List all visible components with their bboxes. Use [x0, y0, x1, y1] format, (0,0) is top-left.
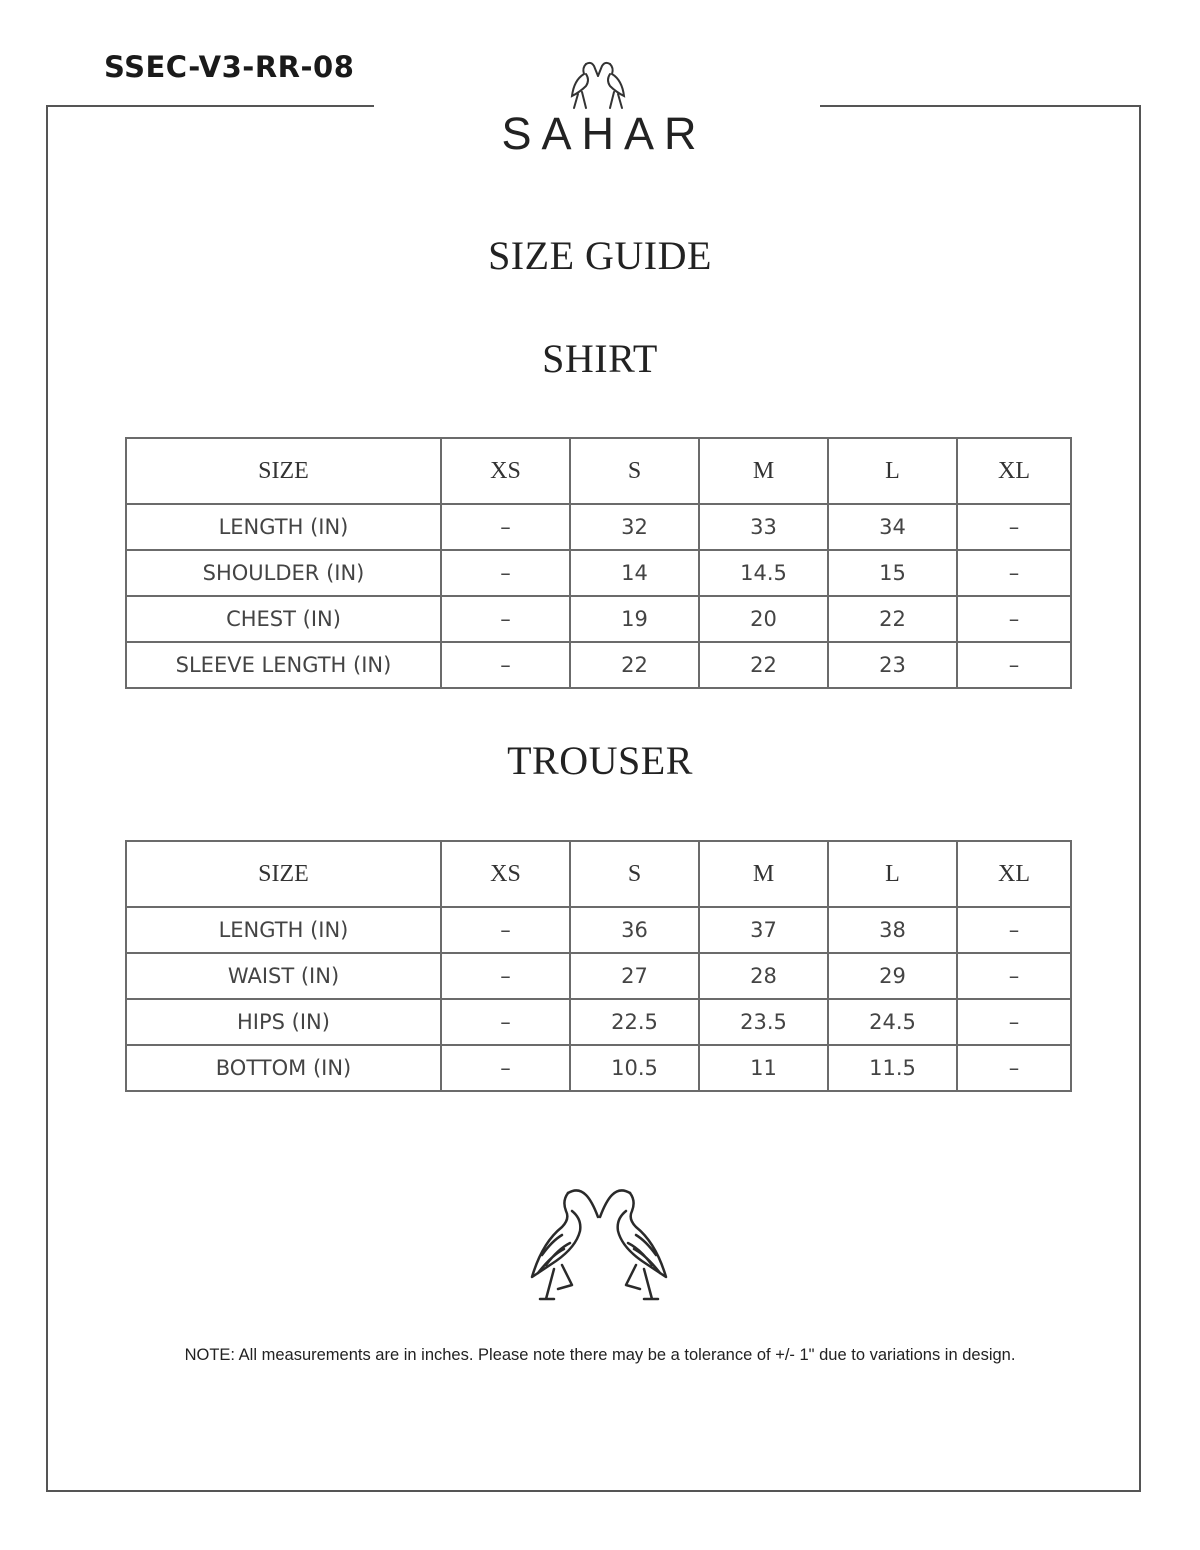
frame-border	[46, 1490, 1141, 1492]
header-cell: M	[699, 438, 828, 504]
table-cell: 23.5	[699, 999, 828, 1045]
frame-border	[820, 105, 1141, 107]
header-cell: L	[828, 438, 957, 504]
table-cell: 22	[570, 642, 699, 688]
table-cell: 22	[699, 642, 828, 688]
table-cell: –	[441, 504, 570, 550]
table-cell: 38	[828, 907, 957, 953]
table-cell: –	[441, 642, 570, 688]
frame-border	[46, 105, 374, 107]
table-cell: 14.5	[699, 550, 828, 596]
frame-border	[46, 105, 48, 1492]
table-cell: –	[441, 550, 570, 596]
header-cell: S	[570, 438, 699, 504]
table-cell: 23	[828, 642, 957, 688]
table-cell: 20	[699, 596, 828, 642]
header-cell: SIZE	[126, 438, 441, 504]
header-cell: L	[828, 841, 957, 907]
table-cell: –	[957, 504, 1071, 550]
table-cell: 32	[570, 504, 699, 550]
row-label: HIPS (IN)	[126, 999, 441, 1045]
frame-border	[1139, 105, 1141, 1492]
table-cell: 28	[699, 953, 828, 999]
heron-pair-icon	[528, 1185, 670, 1305]
table-cell: 14	[570, 550, 699, 596]
table-row	[126, 953, 1071, 999]
table-row	[126, 907, 1071, 953]
table-row	[126, 1045, 1071, 1091]
table-cell: 15	[828, 550, 957, 596]
table-cell: –	[441, 999, 570, 1045]
table-cell: 34	[828, 504, 957, 550]
table-row	[126, 642, 1071, 688]
table-cell: –	[957, 907, 1071, 953]
row-label: CHEST (IN)	[126, 596, 441, 642]
table-cell: –	[957, 596, 1071, 642]
table-cell: –	[957, 953, 1071, 999]
trouser-title: TROUSER	[507, 738, 693, 783]
measurement-note: NOTE: All measurements are in inches. Please note there may be a tolerance of +/- 1" due to variations in design.	[184, 1346, 1016, 1364]
table-cell: 36	[570, 907, 699, 953]
table-cell: –	[957, 999, 1071, 1045]
table-cell: 11	[699, 1045, 828, 1091]
table-cell: –	[957, 642, 1071, 688]
table-header-row	[126, 438, 1071, 504]
header-cell: S	[570, 841, 699, 907]
brand-name: SAHAR	[501, 108, 707, 159]
table-row	[126, 999, 1071, 1045]
table-cell: 11.5	[828, 1045, 957, 1091]
product-code: SSEC-V3-RR-08	[104, 50, 355, 84]
row-label: WAIST (IN)	[126, 953, 441, 999]
row-label: SLEEVE LENGTH (IN)	[126, 642, 441, 688]
table-cell: –	[441, 953, 570, 999]
header-cell: SIZE	[126, 841, 441, 907]
table-cell: –	[441, 596, 570, 642]
row-label: LENGTH (IN)	[126, 504, 441, 550]
row-label: BOTTOM (IN)	[126, 1045, 441, 1091]
trouser-size-table	[125, 840, 1072, 1092]
header-cell: M	[699, 841, 828, 907]
table-cell: 22	[828, 596, 957, 642]
table-cell: 37	[699, 907, 828, 953]
heron-pair-icon	[562, 58, 634, 114]
header-cell: XL	[957, 438, 1071, 504]
row-label: SHOULDER (IN)	[126, 550, 441, 596]
table-cell: 24.5	[828, 999, 957, 1045]
shirt-title: SHIRT	[542, 336, 658, 381]
table-cell: –	[957, 1045, 1071, 1091]
header-cell: XS	[441, 438, 570, 504]
header-cell: XL	[957, 841, 1071, 907]
table-cell: 27	[570, 953, 699, 999]
table-row	[126, 504, 1071, 550]
table-cell: 10.5	[570, 1045, 699, 1091]
table-cell: 19	[570, 596, 699, 642]
table-row	[126, 596, 1071, 642]
table-cell: 29	[828, 953, 957, 999]
table-cell: –	[441, 907, 570, 953]
shirt-size-table	[125, 437, 1072, 689]
table-row	[126, 550, 1071, 596]
table-cell: –	[957, 550, 1071, 596]
header-cell: XS	[441, 841, 570, 907]
table-cell: –	[441, 1045, 570, 1091]
table-header-row	[126, 841, 1071, 907]
row-label: LENGTH (IN)	[126, 907, 441, 953]
table-cell: 22.5	[570, 999, 699, 1045]
table-cell: 33	[699, 504, 828, 550]
page-title: SIZE GUIDE	[488, 233, 712, 278]
